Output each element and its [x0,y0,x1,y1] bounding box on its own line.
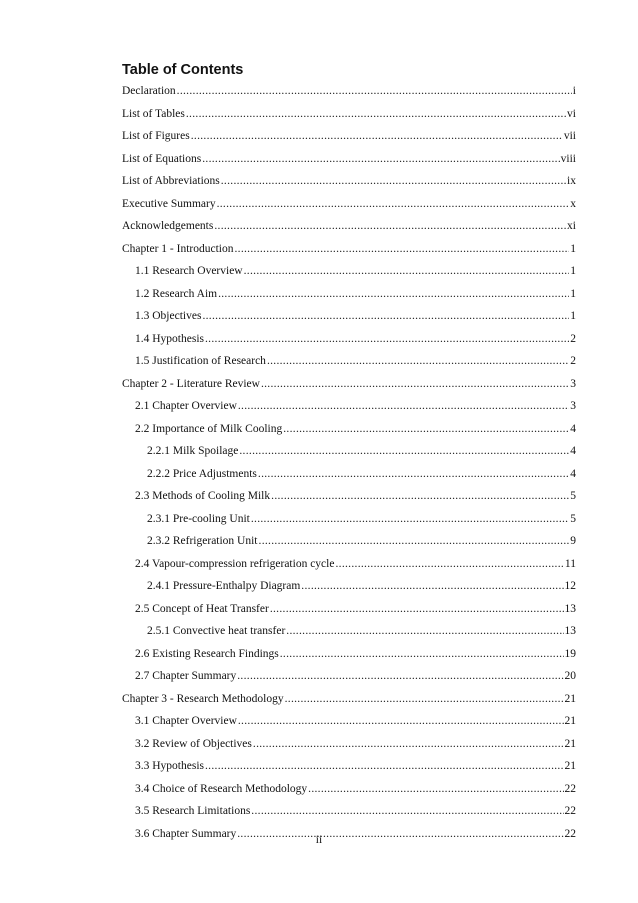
toc-list [122,80,576,845]
toc-entry[interactable] [122,395,576,418]
toc-entry-page: 12 [564,580,576,592]
toc-entry-page: 2 [570,332,576,345]
toc-entry[interactable] [122,193,576,216]
toc-entry-page: 3 [570,400,576,412]
toc-entry-label: 3.3 Hypothesis [135,760,204,772]
toc-entry-page: 5 [570,512,576,525]
toc-entry-page: 11 [564,557,576,570]
toc-entry[interactable] [122,215,576,238]
toc-entry-label: 1.3 Objectives [135,310,202,322]
toc-entry-page: 2 [570,355,576,367]
toc-entry[interactable] [122,170,576,193]
toc-entry[interactable] [122,328,576,351]
toc-entry-page: 22 [564,827,576,840]
toc-entry-label: 2.3 Methods of Cooling Milk [135,490,271,502]
toc-leader-dots [214,215,566,238]
toc-entry[interactable] [122,305,576,328]
toc-entry[interactable] [122,620,576,643]
toc-entry[interactable] [122,148,576,171]
toc-entry-label: Chapter 1 - Introduction [122,242,234,255]
toc-entry[interactable] [122,778,576,801]
toc-leader-dots [251,508,569,531]
toc-leader-dots [270,598,564,621]
toc-entry-label: 2.5.1 Convective heat transfer [147,625,286,637]
toc-entry-label: 2.6 Existing Research Findings [135,647,279,660]
toc-entry[interactable] [122,733,576,756]
toc-leader-dots [251,800,563,823]
toc-entry[interactable] [122,598,576,621]
toc-leader-dots [280,643,564,666]
toc-entry-label: Acknowledgements [122,220,214,232]
toc-entry-page: 1 [570,242,576,255]
toc-entry-label: 3.2 Review of Objectives [135,737,252,750]
toc-entry-label: 2.4 Vapour-compression refrigeration cycle [135,557,335,570]
toc-entry-page: 4 [570,467,576,480]
toc-entry[interactable] [122,260,576,283]
toc-leader-dots [221,170,566,193]
toc-entry-label: 2.2 Importance of Milk Cooling [135,422,283,435]
toc-entry-label: 2.7 Chapter Summary [135,670,237,682]
toc-leader-dots [186,103,566,126]
toc-entry-label: 2.3.2 Refrigeration Unit [147,535,258,547]
toc-entry-page: xi [567,220,576,232]
toc-entry-page: ix [567,175,576,187]
toc-leader-dots [217,193,570,216]
toc-entry-page: viii [560,152,576,165]
toc-entry-label: 1.4 Hypothesis [135,332,204,345]
toc-entry-label: 2.2.1 Milk Spoilage [147,445,239,457]
toc-leader-dots [267,350,569,373]
toc-entry-page: 21 [564,715,576,727]
toc-entry[interactable] [122,665,576,688]
toc-leader-dots [308,778,563,801]
toc-entry-label: Declaration [122,85,176,97]
toc-leader-dots [239,440,569,463]
toc-leader-dots [234,238,569,261]
toc-entry-page: 1 [570,265,576,277]
toc-entry-page: 21 [564,760,576,772]
toc-entry-label: 1.1 Research Overview [135,265,243,277]
toc-entry-page: 4 [570,422,576,435]
toc-entry[interactable] [122,508,576,531]
toc-entry[interactable] [122,553,576,576]
toc-entry[interactable] [122,485,576,508]
toc-entry-page: 1 [570,310,576,322]
toc-leader-dots [271,485,569,508]
toc-entry-page: vi [567,107,576,120]
toc-entry[interactable] [122,103,576,126]
toc-entry-page: 9 [570,535,576,547]
toc-entry-page: 19 [564,647,576,660]
toc-entry-label: 2.4.1 Pressure-Enthalpy Diagram [147,580,301,592]
toc-entry-page: 13 [564,602,576,615]
toc-leader-dots [259,530,570,553]
toc-entry-label: List of Tables [122,107,185,120]
toc-entry-label: 2.1 Chapter Overview [135,400,237,412]
toc-entry-page: 22 [564,805,576,817]
toc-entry[interactable] [122,125,576,148]
toc-entry-label: 1.5 Justification of Research [135,355,266,367]
toc-entry-page: 4 [570,445,576,457]
toc-entry-page: 3 [570,377,576,390]
toc-entry[interactable] [122,373,576,396]
toc-entry-page: 22 [564,782,576,795]
toc-entry-page: 20 [564,670,576,682]
toc-leader-dots [283,418,569,441]
toc-entry-label: 3.1 Chapter Overview [135,715,237,727]
toc-entry-label: List of Equations [122,152,202,165]
toc-entry-label: 2.3.1 Pre-cooling Unit [147,512,250,525]
toc-entry-label: 3.5 Research Limitations [135,805,251,817]
toc-entry[interactable] [122,755,576,778]
toc-entry-page: vii [563,130,576,142]
toc-entry[interactable] [122,238,576,261]
toc-entry[interactable] [122,418,576,441]
toc-entry-label: Executive Summary [122,197,216,210]
toc-entry[interactable] [122,440,576,463]
toc-leader-dots [238,395,569,418]
toc-title: Table of Contents [122,62,244,78]
toc-entry[interactable] [122,688,576,711]
toc-leader-dots [301,575,563,598]
toc-entry[interactable] [122,710,576,733]
toc-leader-dots [218,283,569,306]
toc-leader-dots [205,328,569,351]
toc-leader-dots [205,755,564,778]
toc-entry-label: Chapter 2 - Literature Review [122,377,260,390]
toc-leader-dots [286,620,563,643]
toc-entry-label: 1.2 Research Aim [135,287,218,300]
toc-entry[interactable] [122,530,576,553]
toc-leader-dots [238,710,564,733]
toc-entry-page: 13 [564,625,576,637]
toc-entry[interactable] [122,350,576,373]
toc-entry[interactable] [122,283,576,306]
toc-entry-page: 5 [570,490,576,502]
toc-leader-dots [244,260,570,283]
toc-entry-page: 21 [564,692,576,705]
toc-entry[interactable] [122,643,576,666]
toc-entry-label: Chapter 3 - Research Methodology [122,692,284,705]
toc-entry-label: 2.2.2 Price Adjustments [147,467,257,480]
toc-entry-page: i [572,85,576,97]
toc-entry[interactable] [122,575,576,598]
toc-leader-dots [258,463,569,486]
toc-entry-page: 1 [570,287,576,300]
toc-leader-dots [202,305,569,328]
toc-leader-dots [237,665,563,688]
toc-entry-label: 3.6 Chapter Summary [135,827,237,840]
toc-entry-label: 3.4 Choice of Research Methodology [135,782,308,795]
toc-entry-label: 2.5 Concept of Heat Transfer [135,602,269,615]
toc-entry-page: 21 [564,737,576,750]
toc-entry-page: x [570,197,576,210]
toc-leader-dots [261,373,569,396]
toc-entry[interactable] [122,463,576,486]
toc-entry[interactable] [122,800,576,823]
toc-entry[interactable] [122,80,576,103]
toc-entry-label: List of Abbreviations [122,175,220,187]
toc-leader-dots [191,125,563,148]
toc-leader-dots [285,688,564,711]
toc-leader-dots [177,80,572,103]
page-number: ii [315,834,323,846]
toc-entry-label: List of Figures [122,130,190,142]
toc-leader-dots [335,553,563,576]
toc-leader-dots [202,148,559,171]
toc-leader-dots [253,733,564,756]
